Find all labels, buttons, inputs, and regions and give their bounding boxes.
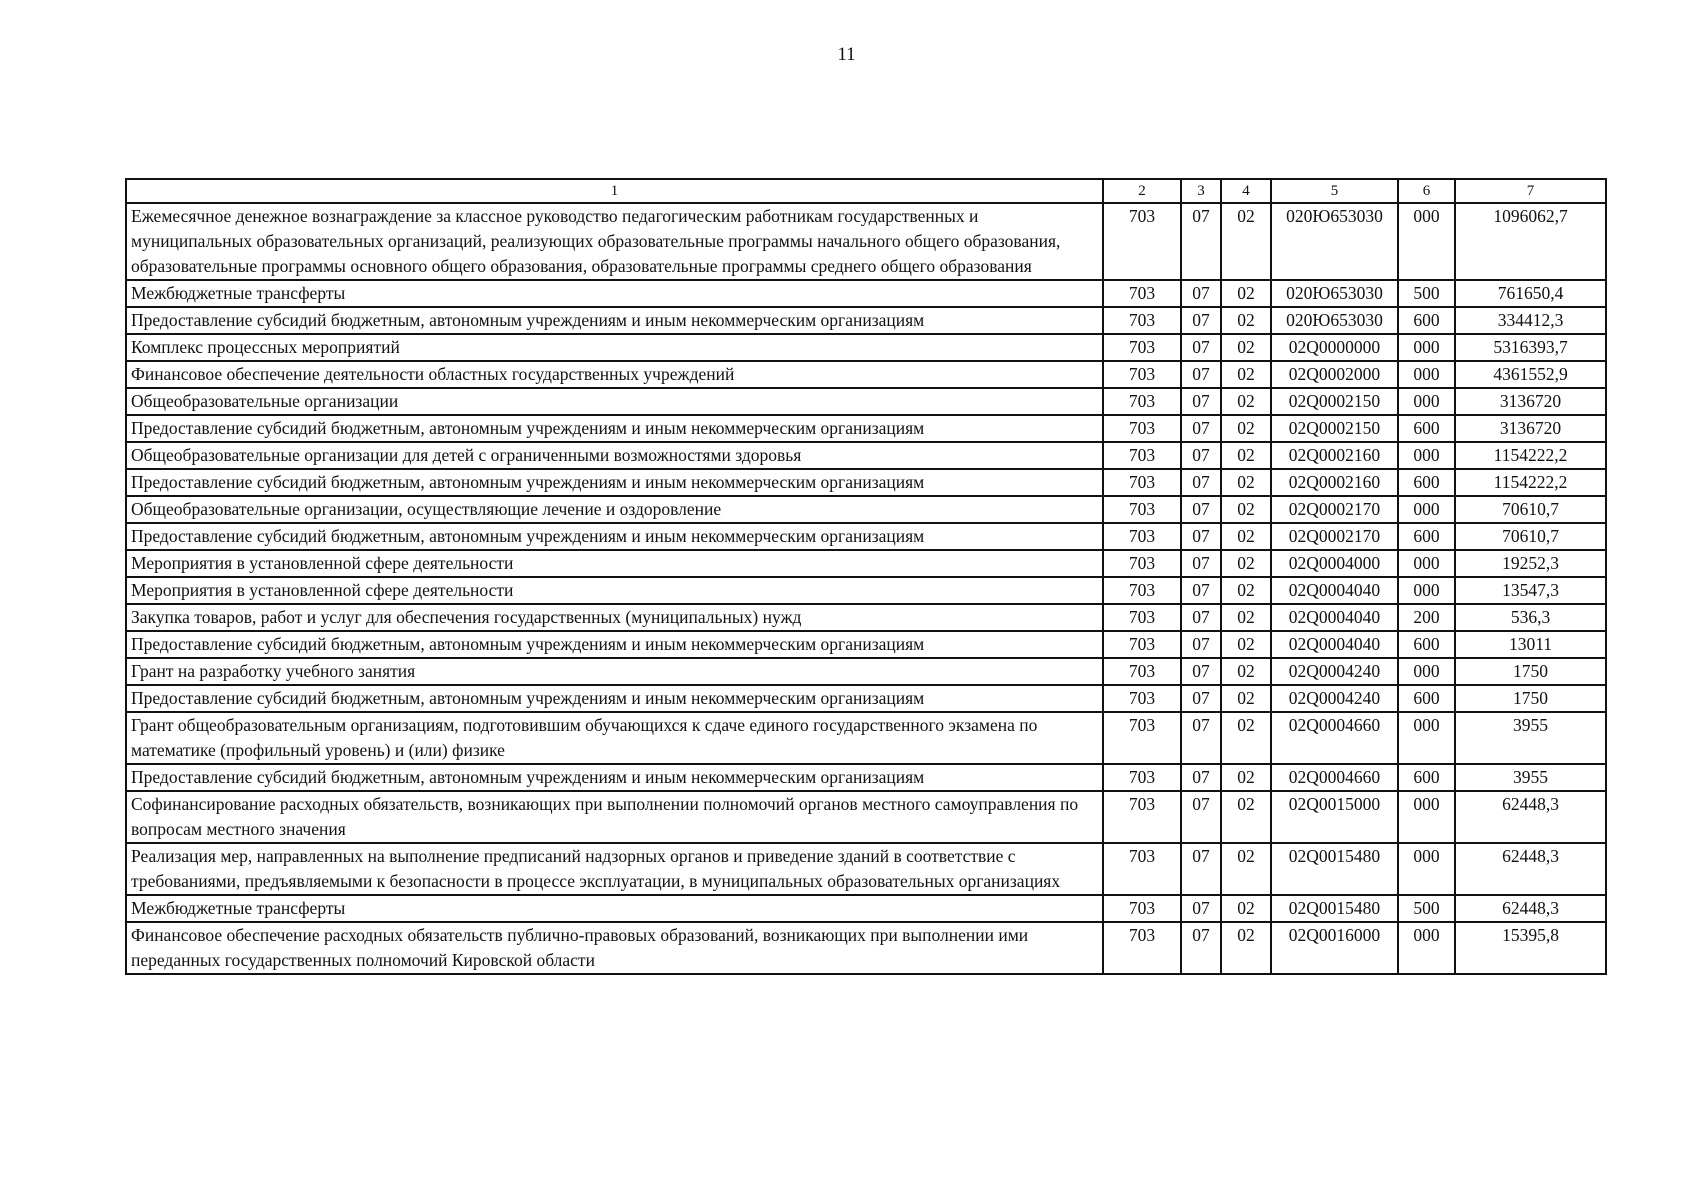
table-row [126, 658, 1606, 685]
row-expense-type: 000 [1398, 361, 1455, 388]
table-row [126, 280, 1606, 307]
row-name: Реализация мер, направленных на выполнение предписаний надзорных органов и приведение зданий в соответствие с требованиями, предъявляемыми к безопасности в процессе эксплуатации, в муниципальных образовательных организациях [126, 843, 1103, 895]
row-name: Грант общеобразовательным организациям, подготовившим обучающихся к сдаче единого государственного экзамена по математике (профильный уровень) и (или) физике [126, 712, 1103, 764]
row-amount: 62448,3 [1455, 791, 1606, 843]
row-amount: 1750 [1455, 658, 1606, 685]
row-amount: 536,3 [1455, 604, 1606, 631]
row-expense-type: 000 [1398, 658, 1455, 685]
row-section-code: 07 [1181, 307, 1221, 334]
table-row [126, 361, 1606, 388]
row-expense-type: 000 [1398, 388, 1455, 415]
row-name: Межбюджетные трансферты [126, 895, 1103, 922]
table-row [126, 791, 1606, 843]
table-row [126, 307, 1606, 334]
header-col-6: 6 [1398, 179, 1455, 203]
row-amount: 5316393,7 [1455, 334, 1606, 361]
row-target-article: 02Q0015000 [1271, 791, 1398, 843]
row-subsection-code: 02 [1221, 469, 1271, 496]
row-section-code: 07 [1181, 280, 1221, 307]
table-row [126, 442, 1606, 469]
row-target-article: 020Ю653030 [1271, 307, 1398, 334]
row-section-code: 07 [1181, 712, 1221, 764]
row-subsection-code: 02 [1221, 550, 1271, 577]
row-target-article: 02Q0004240 [1271, 658, 1398, 685]
row-section-code: 07 [1181, 203, 1221, 280]
table-row [126, 712, 1606, 764]
row-target-article: 02Q0002150 [1271, 415, 1398, 442]
row-section-code: 07 [1181, 415, 1221, 442]
row-amount: 334412,3 [1455, 307, 1606, 334]
row-target-article: 02Q0004240 [1271, 685, 1398, 712]
row-name: Предоставление субсидий бюджетным, автономным учреждениям и иным некоммерческим организациям [126, 469, 1103, 496]
row-name: Ежемесячное денежное вознаграждение за классное руководство педагогическим работникам государственных и муниципальных образовательных организаций, реализующих образовательные программы начального общего образования, образовательные программы основного общего образования, образовательные программы среднего общего образования [126, 203, 1103, 280]
table-row [126, 415, 1606, 442]
row-target-article: 02Q0002170 [1271, 523, 1398, 550]
row-name: Закупка товаров, работ и услуг для обеспечения государственных (муниципальных) нужд [126, 604, 1103, 631]
row-expense-type: 600 [1398, 631, 1455, 658]
table-row [126, 469, 1606, 496]
row-amount: 3136720 [1455, 415, 1606, 442]
row-name: Предоставление субсидий бюджетным, автономным учреждениям и иным некоммерческим организациям [126, 415, 1103, 442]
table-row [126, 631, 1606, 658]
row-ministry-code: 703 [1103, 550, 1181, 577]
row-subsection-code: 02 [1221, 712, 1271, 764]
row-name: Грант на разработку учебного занятия [126, 658, 1103, 685]
row-ministry-code: 703 [1103, 658, 1181, 685]
row-subsection-code: 02 [1221, 604, 1271, 631]
header-col-3: 3 [1181, 179, 1221, 203]
row-expense-type: 600 [1398, 415, 1455, 442]
row-expense-type: 000 [1398, 334, 1455, 361]
row-expense-type: 600 [1398, 469, 1455, 496]
row-ministry-code: 703 [1103, 895, 1181, 922]
table-row [126, 203, 1606, 280]
row-target-article: 02Q0000000 [1271, 334, 1398, 361]
table-row [126, 895, 1606, 922]
row-subsection-code: 02 [1221, 843, 1271, 895]
header-col-7: 7 [1455, 179, 1606, 203]
row-subsection-code: 02 [1221, 764, 1271, 791]
row-subsection-code: 02 [1221, 415, 1271, 442]
row-ministry-code: 703 [1103, 388, 1181, 415]
row-section-code: 07 [1181, 361, 1221, 388]
row-amount: 1154222,2 [1455, 469, 1606, 496]
row-subsection-code: 02 [1221, 496, 1271, 523]
row-expense-type: 600 [1398, 764, 1455, 791]
row-target-article: 02Q0004660 [1271, 764, 1398, 791]
row-ministry-code: 703 [1103, 469, 1181, 496]
header-col-2: 2 [1103, 179, 1181, 203]
row-name: Предоставление субсидий бюджетным, автономным учреждениям и иным некоммерческим организациям [126, 764, 1103, 791]
row-amount: 3955 [1455, 764, 1606, 791]
row-ministry-code: 703 [1103, 334, 1181, 361]
row-name: Межбюджетные трансферты [126, 280, 1103, 307]
row-amount: 1154222,2 [1455, 442, 1606, 469]
row-target-article: 020Ю653030 [1271, 280, 1398, 307]
row-expense-type: 600 [1398, 523, 1455, 550]
row-ministry-code: 703 [1103, 843, 1181, 895]
row-expense-type: 500 [1398, 280, 1455, 307]
table-row [126, 496, 1606, 523]
header-col-4: 4 [1221, 179, 1271, 203]
row-name: Общеобразовательные организации [126, 388, 1103, 415]
row-ministry-code: 703 [1103, 791, 1181, 843]
row-subsection-code: 02 [1221, 685, 1271, 712]
table-row [126, 604, 1606, 631]
row-target-article: 02Q0002160 [1271, 442, 1398, 469]
row-ministry-code: 703 [1103, 307, 1181, 334]
row-subsection-code: 02 [1221, 658, 1271, 685]
row-section-code: 07 [1181, 895, 1221, 922]
row-target-article: 02Q0016000 [1271, 922, 1398, 974]
row-target-article: 02Q0015480 [1271, 843, 1398, 895]
row-amount: 70610,7 [1455, 523, 1606, 550]
row-target-article: 02Q0002170 [1271, 496, 1398, 523]
row-expense-type: 600 [1398, 307, 1455, 334]
row-section-code: 07 [1181, 442, 1221, 469]
row-name: Финансовое обеспечение расходных обязательств публично-правовых образований, возникающих при выполнении ими переданных государственных полномочий Кировской области [126, 922, 1103, 974]
header-col-5: 5 [1271, 179, 1398, 203]
row-subsection-code: 02 [1221, 922, 1271, 974]
row-expense-type: 000 [1398, 843, 1455, 895]
row-section-code: 07 [1181, 685, 1221, 712]
row-amount: 3955 [1455, 712, 1606, 764]
row-ministry-code: 703 [1103, 577, 1181, 604]
row-ministry-code: 703 [1103, 685, 1181, 712]
row-expense-type: 000 [1398, 203, 1455, 280]
row-amount: 62448,3 [1455, 895, 1606, 922]
row-expense-type: 200 [1398, 604, 1455, 631]
row-ministry-code: 703 [1103, 631, 1181, 658]
row-name: Комплекс процессных мероприятий [126, 334, 1103, 361]
row-subsection-code: 02 [1221, 388, 1271, 415]
row-name: Общеобразовательные организации, осуществляющие лечение и оздоровление [126, 496, 1103, 523]
row-amount: 761650,4 [1455, 280, 1606, 307]
row-expense-type: 000 [1398, 791, 1455, 843]
row-name: Предоставление субсидий бюджетным, автономным учреждениям и иным некоммерческим организациям [126, 685, 1103, 712]
header-row [126, 179, 1606, 203]
row-name: Предоставление субсидий бюджетным, автономным учреждениям и иным некоммерческим организациям [126, 307, 1103, 334]
row-subsection-code: 02 [1221, 523, 1271, 550]
row-target-article: 02Q0002000 [1271, 361, 1398, 388]
row-section-code: 07 [1181, 577, 1221, 604]
row-target-article: 020Ю653030 [1271, 203, 1398, 280]
row-ministry-code: 703 [1103, 604, 1181, 631]
row-ministry-code: 703 [1103, 496, 1181, 523]
table-row [126, 334, 1606, 361]
header-col-1: 1 [126, 179, 1103, 203]
row-target-article: 02Q0002150 [1271, 388, 1398, 415]
row-target-article: 02Q0004000 [1271, 550, 1398, 577]
row-ministry-code: 703 [1103, 523, 1181, 550]
row-expense-type: 600 [1398, 685, 1455, 712]
row-amount: 62448,3 [1455, 843, 1606, 895]
row-expense-type: 000 [1398, 442, 1455, 469]
table-row [126, 523, 1606, 550]
row-ministry-code: 703 [1103, 280, 1181, 307]
row-name: Мероприятия в установленной сфере деятельности [126, 550, 1103, 577]
row-subsection-code: 02 [1221, 307, 1271, 334]
row-subsection-code: 02 [1221, 442, 1271, 469]
row-expense-type: 500 [1398, 895, 1455, 922]
row-subsection-code: 02 [1221, 895, 1271, 922]
row-section-code: 07 [1181, 469, 1221, 496]
row-section-code: 07 [1181, 658, 1221, 685]
table-row [126, 922, 1606, 974]
row-ministry-code: 703 [1103, 415, 1181, 442]
row-name: Мероприятия в установленной сфере деятельности [126, 577, 1103, 604]
table-row [126, 577, 1606, 604]
row-amount: 15395,8 [1455, 922, 1606, 974]
row-expense-type: 000 [1398, 922, 1455, 974]
row-ministry-code: 703 [1103, 922, 1181, 974]
row-ministry-code: 703 [1103, 361, 1181, 388]
row-subsection-code: 02 [1221, 361, 1271, 388]
row-subsection-code: 02 [1221, 334, 1271, 361]
row-target-article: 02Q0015480 [1271, 895, 1398, 922]
row-name: Предоставление субсидий бюджетным, автономным учреждениям и иным некоммерческим организациям [126, 523, 1103, 550]
row-amount: 1750 [1455, 685, 1606, 712]
row-ministry-code: 703 [1103, 764, 1181, 791]
row-expense-type: 000 [1398, 550, 1455, 577]
row-ministry-code: 703 [1103, 203, 1181, 280]
table-row [126, 843, 1606, 895]
row-section-code: 07 [1181, 631, 1221, 658]
row-subsection-code: 02 [1221, 280, 1271, 307]
row-section-code: 07 [1181, 334, 1221, 361]
budget-table [125, 178, 1607, 975]
row-ministry-code: 703 [1103, 712, 1181, 764]
row-section-code: 07 [1181, 550, 1221, 577]
table-row [126, 685, 1606, 712]
row-expense-type: 000 [1398, 712, 1455, 764]
row-amount: 3136720 [1455, 388, 1606, 415]
row-target-article: 02Q0002160 [1271, 469, 1398, 496]
row-subsection-code: 02 [1221, 791, 1271, 843]
row-section-code: 07 [1181, 496, 1221, 523]
row-expense-type: 000 [1398, 496, 1455, 523]
row-subsection-code: 02 [1221, 631, 1271, 658]
row-name: Софинансирование расходных обязательств, возникающих при выполнении полномочий органов местного самоуправления по вопросам местного значения [126, 791, 1103, 843]
row-section-code: 07 [1181, 791, 1221, 843]
row-expense-type: 000 [1398, 577, 1455, 604]
row-amount: 1096062,7 [1455, 203, 1606, 280]
table-row [126, 550, 1606, 577]
row-ministry-code: 703 [1103, 442, 1181, 469]
row-section-code: 07 [1181, 604, 1221, 631]
row-name: Финансовое обеспечение деятельности областных государственных учреждений [126, 361, 1103, 388]
row-subsection-code: 02 [1221, 577, 1271, 604]
row-subsection-code: 02 [1221, 203, 1271, 280]
table-row [126, 388, 1606, 415]
row-section-code: 07 [1181, 523, 1221, 550]
table-row [126, 764, 1606, 791]
row-section-code: 07 [1181, 764, 1221, 791]
page-number: 11 [837, 44, 856, 65]
row-amount: 4361552,9 [1455, 361, 1606, 388]
row-section-code: 07 [1181, 843, 1221, 895]
row-section-code: 07 [1181, 388, 1221, 415]
row-section-code: 07 [1181, 922, 1221, 974]
row-name: Предоставление субсидий бюджетным, автономным учреждениям и иным некоммерческим организациям [126, 631, 1103, 658]
row-target-article: 02Q0004040 [1271, 631, 1398, 658]
row-name: Общеобразовательные организации для детей с ограниченными возможностями здоровья [126, 442, 1103, 469]
row-amount: 13011 [1455, 631, 1606, 658]
table-body [126, 203, 1606, 974]
row-amount: 70610,7 [1455, 496, 1606, 523]
row-amount: 13547,3 [1455, 577, 1606, 604]
row-target-article: 02Q0004040 [1271, 577, 1398, 604]
row-amount: 19252,3 [1455, 550, 1606, 577]
row-target-article: 02Q0004040 [1271, 604, 1398, 631]
row-target-article: 02Q0004660 [1271, 712, 1398, 764]
